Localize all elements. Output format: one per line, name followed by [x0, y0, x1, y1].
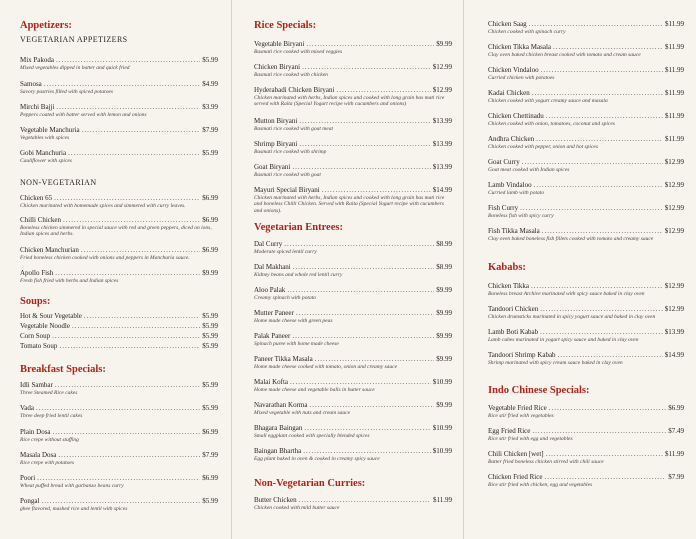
- menu-item-mutton-biryani: Mutton Biryani ..... $13.99 Basmati rice cooked with goat meat: [254, 117, 452, 132]
- item-description: Cauliflower with spices: [20, 157, 72, 164]
- item-price: $5.99: [202, 56, 218, 64]
- menu-item-bhagara-baingan: Bhagara Baingan ..... $10.99 Small eggplant cooked with specially blended spices: [254, 424, 452, 439]
- menu-item-samosa: [20, 80, 218, 95]
- item-price: $6.99: [202, 216, 218, 224]
- item-price: $3.99: [202, 103, 218, 111]
- item-name: Vegetable Manchuria: [20, 126, 80, 134]
- menu-item-egg-fried-rice: Egg Fried Rice ..... $7.49 Rice stir fried with egg and vegetables: [488, 427, 684, 442]
- item-price: $9.99: [202, 269, 218, 277]
- breakfast-heading: Breakfast Specials:: [20, 364, 106, 375]
- menu-panel-left: [0, 0, 232, 539]
- menu-item-goat-biryani: Goat Biryani ..... $13.99 Basmati rice cooked with goat: [254, 163, 452, 178]
- menu-item-hot-sour-soup: Hot & Sour Vegetable ..... $5.99: [20, 312, 218, 321]
- menu-item-goat-curry: Goat Curry ..... $12.99 Goat meat cooked with Indian spices: [488, 158, 684, 173]
- menu-item-andhra-chicken: Andhra Chicken ..... $11.99 Chicken cooked with pepper, onion and hot spices: [488, 135, 684, 150]
- item-name: Chilli Chicken: [20, 216, 62, 224]
- menu-item-lamb-boti-kabab: Lamb Boti Kabab ..... $13.99 Lamb cubes marinated in yogurt spicy sauce and baked in clay oven: [488, 328, 684, 343]
- menu-item-tandoori-chicken: Tandoori Chicken ..... $12.99 Chicken drumsticks marinated in spicy yogurt sauce and baked in clay oven: [488, 305, 684, 320]
- menu-item-paneer-tikka-masala: Paneer Tikka Masala ..... $9.99 Home made cheese cooked with tomato, onion and creamy sauce: [254, 355, 452, 370]
- nonveg-curries-heading: Non-Vegetarian Curries:: [254, 478, 366, 489]
- menu-panel-right: [464, 0, 696, 539]
- menu-item-poori: Poori ..... $6.99 Wheat puffed bread with garbanzo beans curry: [20, 474, 218, 489]
- nonveg-curries-section: [254, 478, 452, 490]
- nonveg-appetizers-section: [20, 178, 218, 188]
- menu-item-chilli-chicken: [20, 216, 218, 238]
- menu-item-fish-tikka-masala: Fish Tikka Masala ..... $12.99 Clay oven baked boneless fish fillets cooked with tomato and creamy sauce: [488, 227, 684, 242]
- menu-item-chicken-chettinadu: Chicken Chettinadu ..... $11.99 Chicken cooked with onion, tomatoes, coconut and spices: [488, 112, 684, 127]
- menu-item-fish-curry: Fish Curry ..... $12.99 Boneless fish with spicy curry: [488, 204, 684, 219]
- kababs-heading: Kababs:: [488, 262, 526, 273]
- nonveg-subheading: NON-VEGETARIAN: [20, 178, 97, 187]
- item-description: Boneless chicken simmered in special sauce with red and green peppers, diced on ions, Indian spices and herbs.: [20, 224, 212, 237]
- menu-item-apollo-fish: [20, 269, 218, 284]
- item-name: Apollo Fish: [20, 269, 54, 277]
- menu-item-malai-kofta: Malai Kofta ..... $10.99 Home made cheese and vegetable balls in butter sauce: [254, 378, 452, 393]
- menu-item-mirchi-bajji: [20, 103, 218, 118]
- menu-item-shrimp-biryani: Shrimp Biryani ..... $13.99 Basmati rice cooked with shrimp: [254, 140, 452, 155]
- appetizers-heading: Appetizers:: [20, 20, 72, 31]
- item-description: Savory pastries filled with spiced potatoes: [20, 88, 114, 95]
- menu-item-kadai-chicken: Kadai Chicken ..... $11.99 Chicken cooked with yogurt creamy sauce and masala: [488, 89, 684, 104]
- item-price: $5.99: [202, 149, 218, 157]
- menu-item-chicken-biryani: Chicken Biryani ..... $12.99 Basmati rice cooked with chicken: [254, 63, 452, 78]
- menu-item-mayuri-special-biryani: Mayuri Special Biryani ..... $14.99 Chicken marinated with herbs, Indian spices and cooked with long grain bas mati rice and boneless Chilli Chicken. Served with Raita (Special Yogurt recipe with cucumbers and onions).: [254, 186, 452, 214]
- menu-item-corn-soup: Corn Soup ..... $5.99: [20, 332, 218, 341]
- menu-item-vada: Vada ..... $5.99 Three deep fried lentil cakes: [20, 404, 218, 419]
- menu-item-pongal: Pongal ..... $5.99 ghee flavored, mashed rice and lentil with spices: [20, 497, 218, 512]
- veg-entrees-heading: Vegetarian Entrees:: [254, 222, 343, 233]
- menu-item-palak-paneer: Palak Paneer ..... $9.99 Spinach puree with home made cheese: [254, 332, 452, 347]
- rice-specials-heading: Rice Specials:: [254, 20, 317, 31]
- item-price: $6.99: [202, 194, 218, 202]
- item-description: Fresh fish fried with herbs and Indian spices: [20, 277, 119, 284]
- item-name: Gobi Manchuria: [20, 149, 67, 157]
- soups-section: [20, 296, 218, 351]
- item-description: Vegetables with spices: [20, 134, 70, 141]
- breakfast-section: [20, 364, 218, 376]
- menu-item-chicken-saag: Chicken Saag ..... $11.99 Chicken cooked with spinach curry: [488, 20, 684, 35]
- menu-item-masala-dosa: Masala Dosa ..... $7.99 Rice crepe with potatoes: [20, 451, 218, 466]
- item-name: Mix Pakoda: [20, 56, 55, 64]
- menu-item-vegetable-noodle: Vegetable Noodle ..... $5.99: [20, 322, 218, 331]
- item-description: Chicken marinated with homemade spices and simmered with curry leaves.: [20, 202, 186, 209]
- item-price: $4.99: [202, 80, 218, 88]
- veg-entrees-section: [254, 222, 452, 234]
- menu-item-chicken-fried-rice: Chicken Fried Rice ..... $7.99 Rice stir fried with chicken, egg and vegetables: [488, 473, 684, 488]
- kababs-section: [488, 262, 684, 274]
- menu-item-dal-makhani: Dal Makhani ..... $8.99 Kidney beans and whole red lentil curry: [254, 263, 452, 278]
- menu-item-chicken-tikka-masala: Chicken Tikka Masala ..... $11.99 Clay oven baked chicken breast cooked with tomato and cream sauce: [488, 43, 684, 58]
- item-name: Samosa: [20, 80, 42, 88]
- menu-item-butter-chicken: Butter Chicken ..... $11.99 Chicken cooked with mild butter sauce: [254, 496, 452, 511]
- indo-chinese-heading: Indo Chinese Specials:: [488, 385, 590, 396]
- menu-item-idli-sambar: Idli Sambar ..... $5.99 Three Steamed Rice cakes: [20, 381, 218, 396]
- menu-panel-middle: [232, 0, 464, 539]
- item-price: $6.99: [202, 246, 218, 254]
- soups-heading: Soups:: [20, 296, 51, 307]
- item-name: Mirchi Bajji: [20, 103, 55, 111]
- menu-item-gobi-manchuria: [20, 149, 218, 164]
- veg-appetizers-subheading: VEGETARIAN APPETIZERS: [20, 35, 128, 44]
- menu-item-tandoori-shrimp-kabab: Tandoori Shrimp Kabab ..... $14.99 Shrimp marinated with spicy cream sauce baked in clay oven: [488, 351, 684, 366]
- menu-item-mutter-paneer: Mutter Paneer ..... $9.99 Home made cheese with green peas: [254, 309, 452, 324]
- menu-item-dal-curry: Dal Curry ..... $8.99 Moderate spiced lentil curry: [254, 240, 452, 255]
- menu-item-lamb-vindaloo: Lamb Vindaloo ..... $12.99 Curried lamb with potato: [488, 181, 684, 196]
- menu-item-chicken-manchurian: [20, 246, 218, 261]
- menu-item-vegetable-biryani: Vegetable Biryani ..... $9.99 Basmati rice cooked with mixed veggies: [254, 40, 452, 55]
- menu-item-tomato-soup: Tomato Soup ..... $5.99: [20, 342, 218, 351]
- menu-item-chicken-65: [20, 194, 218, 209]
- menu-item-baingan-bhartha: Baingan Bhartha ..... $10.99 Egg plant baked in oven & cooked in creamy spicy sauce: [254, 447, 452, 462]
- item-description: Mixed vegetables dipped in batter and quick fried: [20, 64, 130, 71]
- menu-item-chili-chicken-wet: Chili Chicken [wet] ..... $11.99 Batter fried boneless chicken stirred with chili sauce: [488, 450, 684, 465]
- item-description: Peppers coated with batter served with lemon and onions: [20, 111, 147, 118]
- menu-item-vegetable-manchuria: [20, 126, 218, 141]
- item-description: Fried boneless chicken cooked with onions and peppers in Manchuria sauce.: [20, 254, 190, 261]
- menu-item-aloo-palak: Aloo Palak ..... $9.99 Creamy spinach with potato: [254, 286, 452, 301]
- menu-item-chicken-vindaloo: Chicken Vindaloo ..... $11.99 Curried chicken with potatoes: [488, 66, 684, 81]
- menu-item-plain-dosa: Plain Dosa ..... $6.99 Rice crepe without stuffing: [20, 428, 218, 443]
- item-name: Chicken Manchurian: [20, 246, 79, 254]
- menu-item-mix-pakoda: [20, 56, 218, 71]
- menu-item-navarathan-korma: Navarathan Korma ..... $9.99 Mixed vegetable with nuts and cream sauce: [254, 401, 452, 416]
- menu-item-chicken-tikka: Chicken Tikka ..... $12.99 Boneless breast Archive marinated with spicy sauce baked in clay oven: [488, 282, 684, 297]
- appetizers-section: [20, 20, 218, 45]
- menu-item-hyderabadi-chicken-biryani: Hyderabadi Chicken Biryani ..... $12.99 Chicken marinated with herbs, Indian spices and cooked with long grain bas mati rice served with Raita (Special Yogurt recipe with cucumbers and onions): [254, 86, 452, 108]
- menu-item-vegetable-fried-rice: Vegetable Fried Rice ..... $6.99 Rice stir fried with vegetables: [488, 404, 684, 419]
- item-price: $7.99: [202, 126, 218, 134]
- item-name: Chicken 65: [20, 194, 53, 202]
- indo-chinese-section: [488, 385, 684, 397]
- rice-specials-section: [254, 20, 452, 32]
